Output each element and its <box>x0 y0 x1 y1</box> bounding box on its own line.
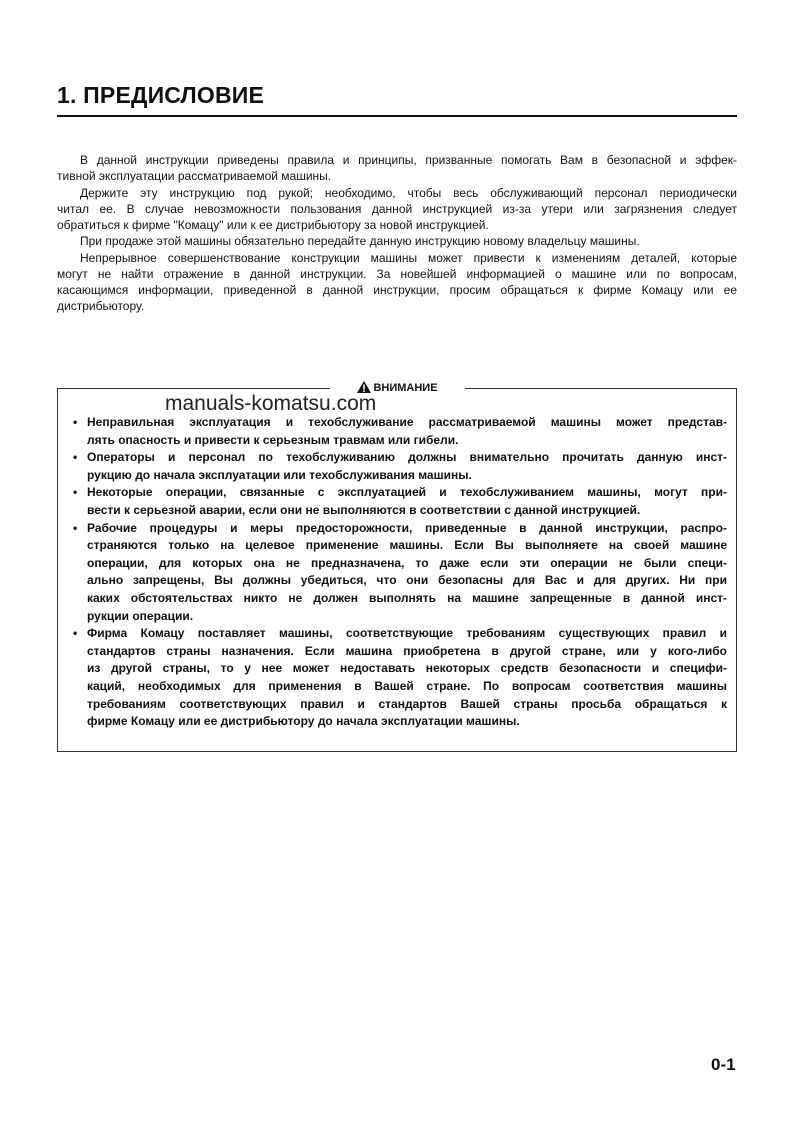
warning-line-text: требованиям соответствующих правил и стандартов Вашей страны просьба обращаться к <box>87 696 727 711</box>
warning-line <box>73 555 727 573</box>
bullet-icon: • <box>73 485 78 500</box>
page-number: 0-1 <box>711 1055 736 1074</box>
warning-line-text: вести к серьезной аварии, если они не выполняются в соответствии с данной инструкцией. <box>87 502 641 517</box>
warning-line-text: из другой страны, то у нее может недоставать некоторых средств безопасности и специфи- <box>87 661 727 676</box>
warning-line-text: рукции операции. <box>87 608 194 623</box>
intro-line: обратиться к фирме "Комацу" или к ее дистрибьютору за новой инструкцией. <box>57 218 489 232</box>
warning-line-text: стандартов страны назначения. Если машина приобретена в другой стране, или у кого-либо <box>87 643 727 658</box>
warning-line <box>73 678 727 696</box>
warning-line-text: каций, необходимых для применения в Вашей стране. По вопросам соответствия машины <box>87 678 727 693</box>
warning-line <box>73 608 727 626</box>
warning-line-text: Рабочие процедуры и меры предосторожности, приведенные в данной инструкции, распро- <box>87 520 727 535</box>
warning-line-text: операции, для которых она не предназначена, то даже если эти операции не были специ- <box>87 555 727 570</box>
warning-line-text: фирме Комацу или ее дистрибьютору до начала эксплуатации машины. <box>87 714 520 729</box>
warning-line <box>73 660 727 678</box>
warning-line <box>73 643 727 661</box>
warning-line-text: Фирма Комацу поставляет машины, соответствующие требованиям существующих правил и <box>87 626 727 641</box>
warning-line-text: лять опасность и привести к серьезным травмам или гибели. <box>87 432 459 447</box>
warning-heading-label: ВНИМАНИЕ <box>373 382 438 394</box>
watermark: manuals-komatsu.com <box>165 392 377 415</box>
warning-line <box>73 502 727 520</box>
bullet-icon: • <box>73 626 78 641</box>
warning-line <box>73 449 727 467</box>
intro-line: При продаже этой машины обязательно передайте данную инструкцию новому владельцу машины. <box>80 234 640 249</box>
section-title: 1. ПРЕДИСЛОВИЕ <box>57 82 265 108</box>
warning-line <box>73 414 727 432</box>
warning-line <box>73 467 727 485</box>
intro-line: Держите эту инструкцию под рукой; необходимо, чтобы весь обслуживающий персонал периодически <box>80 185 737 200</box>
warning-line <box>73 484 727 502</box>
warning-list <box>73 414 727 731</box>
warning-line-text: страняются только на целевое применение машины. Если Вы выполняете на своей машине <box>87 538 727 553</box>
warning-line <box>73 590 727 608</box>
bullet-icon: • <box>73 450 78 465</box>
warning-line <box>73 625 727 643</box>
warning-line <box>73 520 727 538</box>
warning-line <box>73 713 727 731</box>
warning-line <box>73 696 727 714</box>
bullet-icon: • <box>73 520 78 535</box>
intro-line: Непрерывное совершенствование конструкции машины может привести к изменениям деталей, которые <box>80 250 737 265</box>
intro-line: тивной эксплуатации рассматриваемой машины. <box>57 169 332 184</box>
intro-line: читал ее. В случае невозможности пользования данной инструкцией из-за утери или загрязнения следует <box>57 201 737 216</box>
intro-line: могут не найти отражение в данной инструкции. За новейшей информацией о машине или по вопросам, <box>57 266 737 281</box>
intro-line: В данной инструкции приведены правила и принципы, призванные помогать Вам в безопасной и эффек- <box>80 153 737 167</box>
warning-line <box>73 572 727 590</box>
warning-line-text: каких обстоятельствах никто не должен выполнять на машине запрещенные в данной инст- <box>87 590 727 605</box>
warning-line-text: рукцию до начала эксплуатации или техобслуживания машины. <box>87 467 472 482</box>
bullet-icon: • <box>73 415 78 429</box>
warning-line <box>73 537 727 555</box>
warning-line-text: ально запрещены, Вы должны убедиться, что они безопасны для Вас и для других. Ни при <box>87 573 727 588</box>
title-rule <box>57 115 737 117</box>
intro-text <box>57 152 737 315</box>
intro-line: дистрибьютору. <box>57 299 145 314</box>
warning-line <box>73 432 727 450</box>
warning-line-text: Неправильная эксплуатация и техобслуживание рассматриваемой машины может представ- <box>87 415 727 429</box>
warning-line-text: Операторы и персонал по техобслуживанию должны внимательно прочитать данную инст- <box>87 450 727 465</box>
intro-line: касающимся информации, приведенной в данной инструкции, просим обращаться к фирме Комацу или ее <box>57 283 737 297</box>
warning-line-text: Некоторые операции, связанные с эксплуатацией и техобслуживанием машины, могут при- <box>87 485 727 500</box>
